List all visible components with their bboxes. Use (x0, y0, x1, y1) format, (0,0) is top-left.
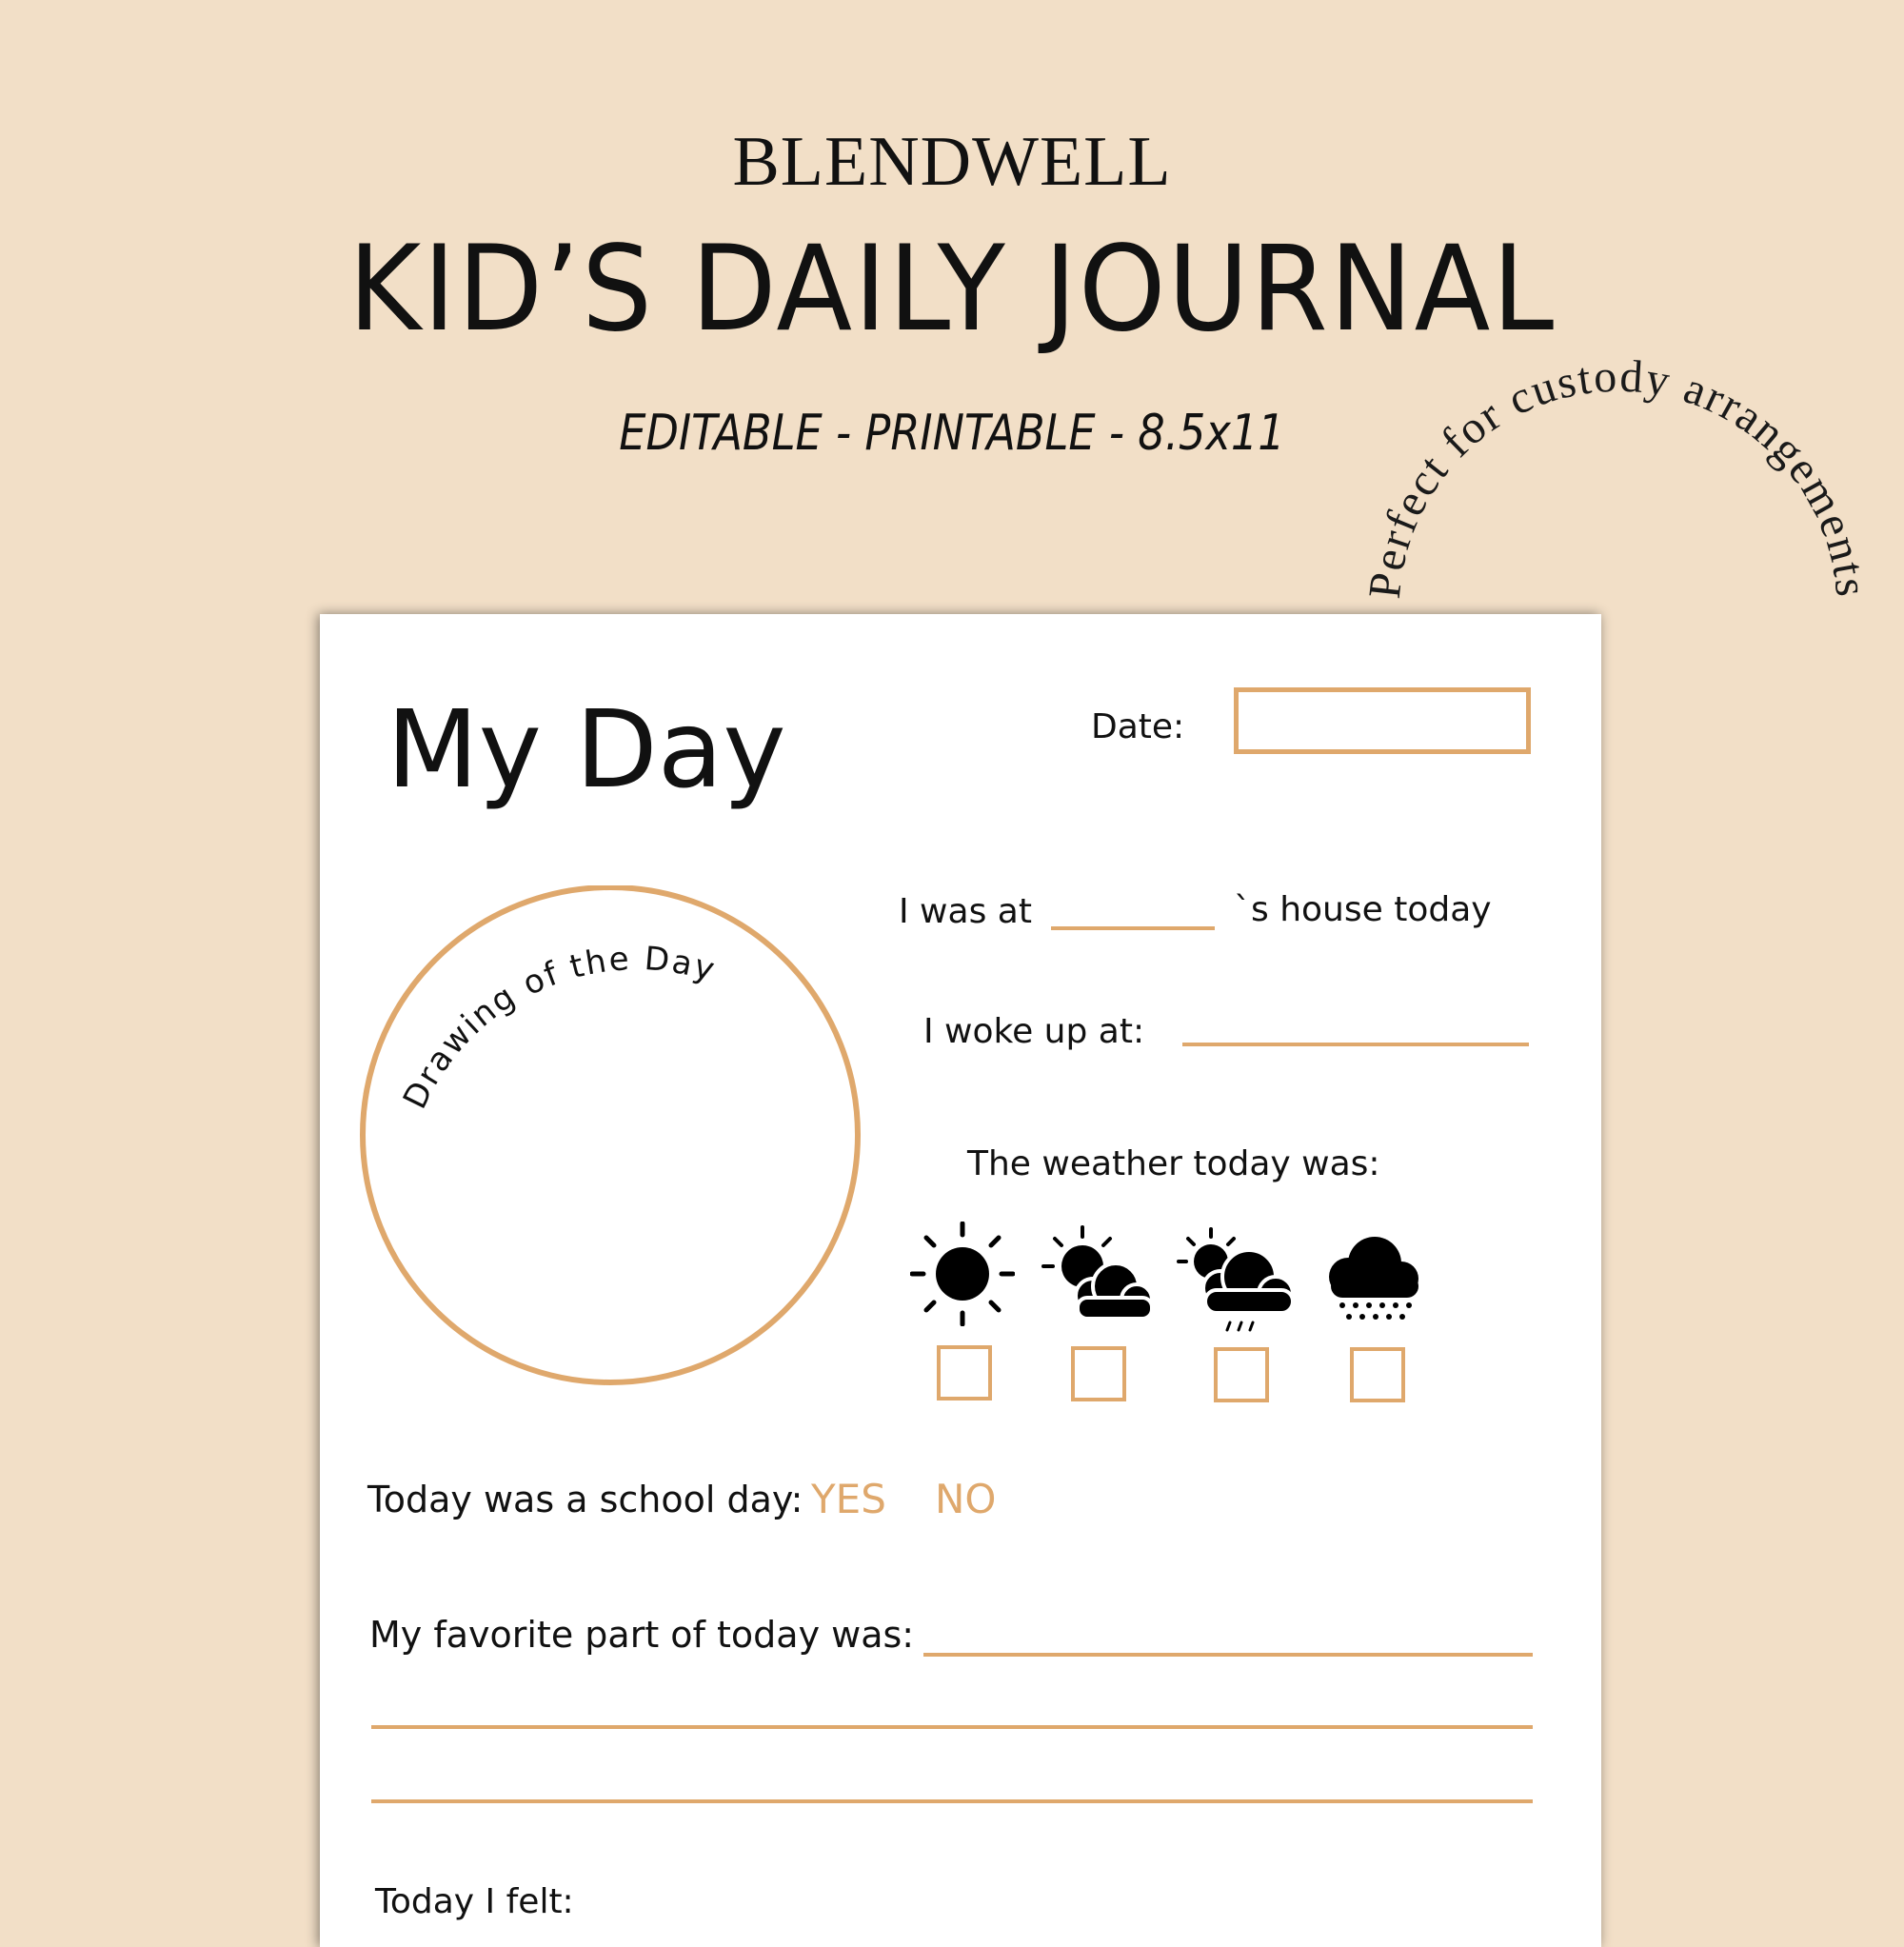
sun-icon (910, 1222, 1015, 1326)
weather-label: The weather today was: (967, 1144, 1380, 1183)
house-name-line[interactable] (1051, 926, 1215, 930)
drawing-label: Drawing of the Day (395, 940, 721, 1115)
house-label: `s house today (1234, 890, 1492, 929)
rainy-checkbox[interactable] (1214, 1347, 1269, 1402)
svg-text:Perfect for custody arrangemen (1359, 351, 1877, 602)
partly-cloudy-checkbox[interactable] (1071, 1346, 1126, 1401)
brand-name: BLENDWELL (732, 123, 1172, 201)
partly-cloudy-icon (1040, 1223, 1154, 1328)
felt-label: Today I felt: (375, 1882, 574, 1921)
svg-text:Drawing of the Day (396, 940, 721, 1115)
favorite-part-label: My favorite part of today was: (369, 1614, 915, 1656)
page-title: KID’S DAILY JOURNAL (347, 221, 1557, 358)
rain-icon (1173, 1223, 1297, 1338)
woke-up-line[interactable] (1182, 1043, 1529, 1046)
snow-icon (1321, 1233, 1426, 1328)
was-at-label: I was at (899, 892, 1032, 931)
date-label: Date: (1091, 707, 1185, 746)
school-day-label: Today was a school day: (367, 1479, 803, 1520)
page-subtitle: EDITABLE - PRINTABLE - 8.5x11 (619, 405, 1285, 462)
journal-sheet (320, 614, 1601, 1947)
yes-option[interactable]: YES (811, 1476, 886, 1522)
woke-up-label: I woke up at: (923, 1012, 1145, 1051)
badge-text: Perfect for custody arrangements (1359, 350, 1877, 602)
sheet-title: My Day (387, 688, 786, 812)
favorite-line-3[interactable] (371, 1799, 1533, 1803)
no-option[interactable]: NO (935, 1476, 997, 1522)
snowy-checkbox[interactable] (1350, 1347, 1405, 1402)
sunny-checkbox[interactable] (937, 1345, 992, 1401)
drawing-circle[interactable] (358, 885, 872, 1400)
favorite-line-2[interactable] (371, 1725, 1533, 1729)
date-field[interactable] (1234, 687, 1531, 754)
favorite-line-1[interactable] (923, 1653, 1533, 1657)
